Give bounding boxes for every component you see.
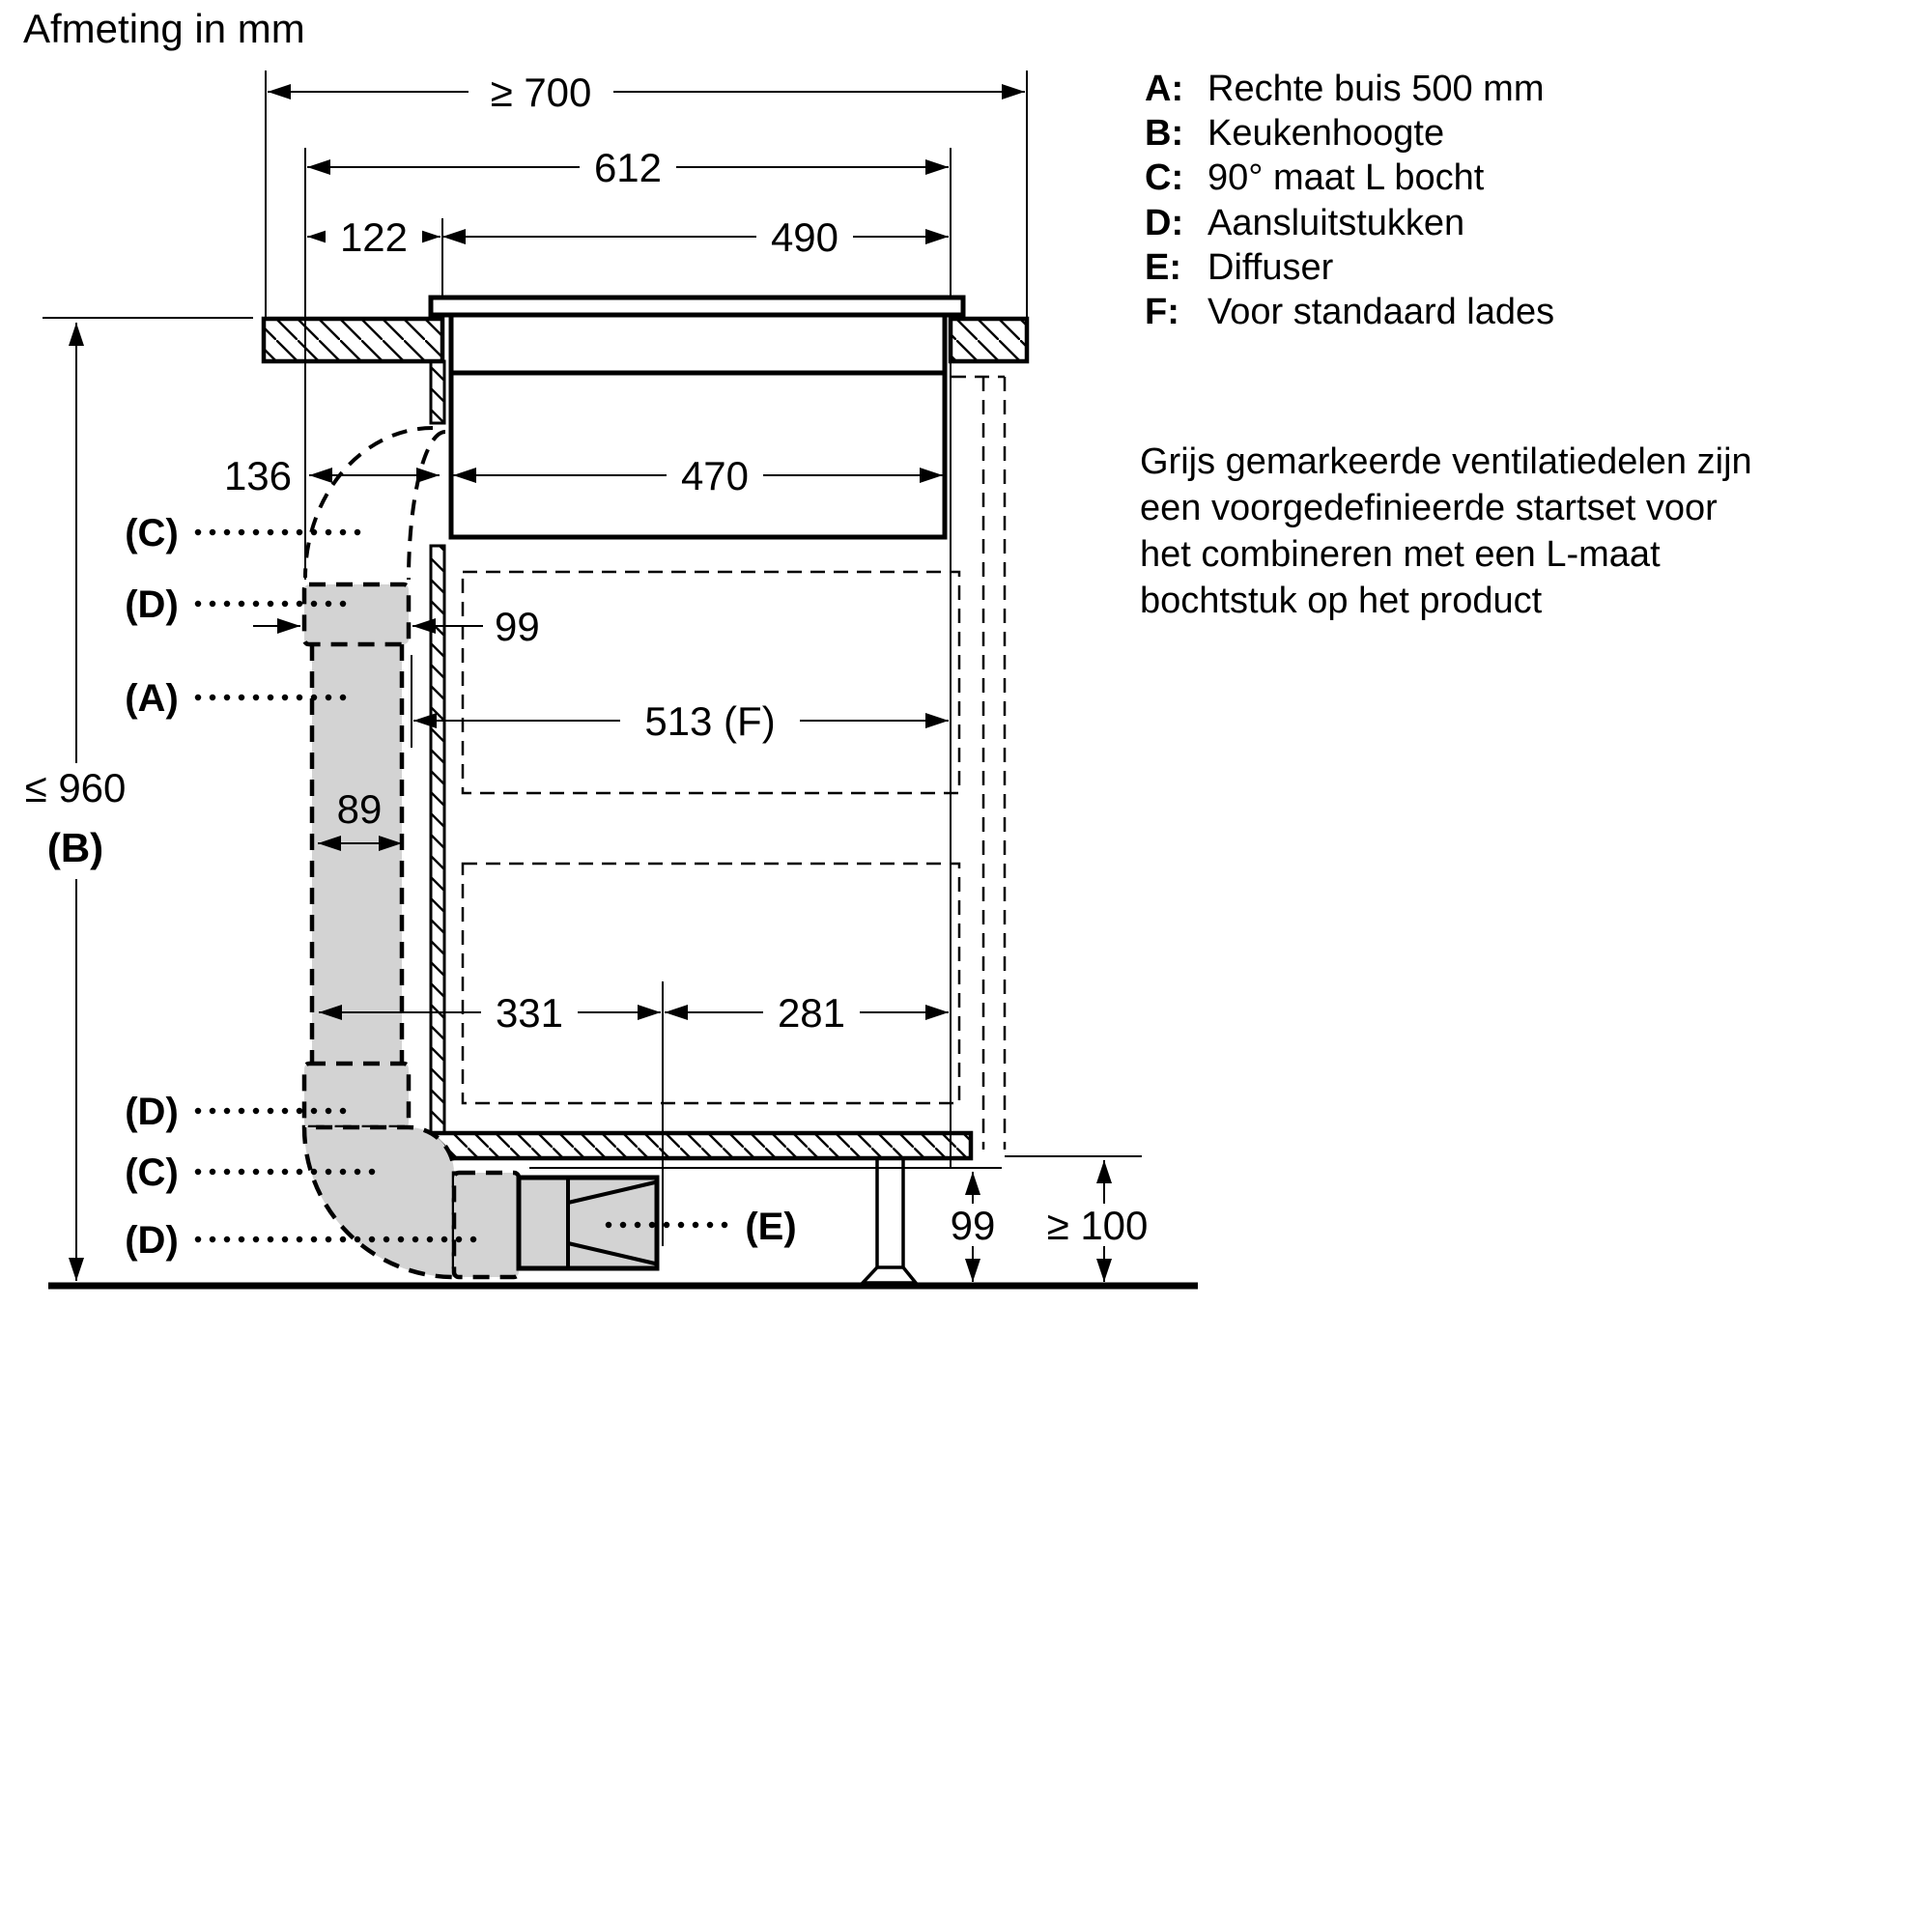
worktop-left [264, 319, 442, 361]
legend-key-a: A: [1145, 69, 1184, 109]
dim-connector-width: 99 [495, 604, 540, 649]
legend-label-b: Keukenhoogte [1208, 113, 1445, 154]
legend-key-b: B: [1145, 113, 1184, 154]
legend-label-c: 90° maat L bocht [1208, 157, 1485, 198]
legend-label-f: Voor standaard lades [1208, 292, 1555, 332]
bend-C-bottom [304, 1127, 454, 1277]
gray-parts-note [1140, 441, 1752, 621]
dim-plinth-height: 99 [950, 1203, 996, 1248]
callout-d-mid: (D) [125, 1091, 179, 1133]
callout-a: (A) [125, 677, 179, 720]
legend-label-d: Aansluitstukken [1208, 203, 1465, 243]
panel-strip-upper [431, 361, 444, 423]
dim-kitchen-height-key: (B) [46, 825, 104, 870]
panel-strip-lower [431, 546, 444, 1133]
legend-key-e: E: [1145, 247, 1181, 288]
dim-duct-width: 89 [336, 786, 383, 832]
drawer-box-lower [463, 864, 959, 1103]
optional-bend-arcs [305, 428, 445, 580]
dim-appliance-width: 470 [680, 453, 750, 498]
callout-d-bottom: (D) [125, 1219, 179, 1262]
dim-span-right: 281 [777, 990, 846, 1036]
dim-drawer-depth: 513 (F) [644, 698, 776, 744]
straight-duct-A [312, 644, 402, 1064]
callout-c-top: (C) [125, 512, 179, 554]
callout-d-top: (D) [125, 583, 179, 626]
connector-D-bottom [454, 1173, 519, 1277]
plinth-leg [863, 1158, 916, 1283]
worktop-right [951, 319, 1027, 361]
note-line-2: een voorgedefinieerde startset voor [1140, 488, 1718, 528]
hob-plate [431, 298, 963, 315]
page-title: Afmeting in mm [23, 6, 305, 51]
callout-c-bottom: (C) [125, 1151, 179, 1194]
extension-lines [43, 71, 1142, 1246]
dimension-lines [8, 70, 1163, 1282]
callout-e: (E) [745, 1206, 797, 1248]
note-line-4: bochtstuk op het product [1140, 581, 1543, 621]
legend-key-d: D: [1145, 203, 1184, 243]
dim-kitchen-height: ≤ 960 [24, 765, 127, 810]
note-line-3: het combineren met een L-maat [1140, 534, 1661, 575]
legend-key-c: C: [1145, 157, 1184, 198]
connector-D-middle [304, 1064, 409, 1127]
appliance-body [451, 315, 945, 537]
dim-cutout-width: 490 [770, 214, 839, 260]
dim-span-left: 331 [495, 990, 564, 1036]
dim-min-worktop: ≥ 700 [490, 70, 592, 115]
legend [1145, 69, 1554, 332]
legend-label-a: Rechte buis 500 mm [1208, 69, 1545, 109]
connector-D-top [304, 584, 409, 644]
cabinet-bottom-shelf [433, 1133, 971, 1158]
note-line-1: Grijs gemarkeerde ventilatiedelen zijn [1140, 441, 1752, 482]
dim-hob-width: 612 [593, 145, 663, 190]
dim-bend-offset: 136 [223, 453, 293, 498]
legend-label-e: Diffuser [1208, 247, 1334, 288]
dim-left-offset: 122 [339, 214, 409, 260]
dim-clearance: ≥ 100 [1046, 1203, 1149, 1248]
legend-key-f: F: [1145, 292, 1179, 332]
